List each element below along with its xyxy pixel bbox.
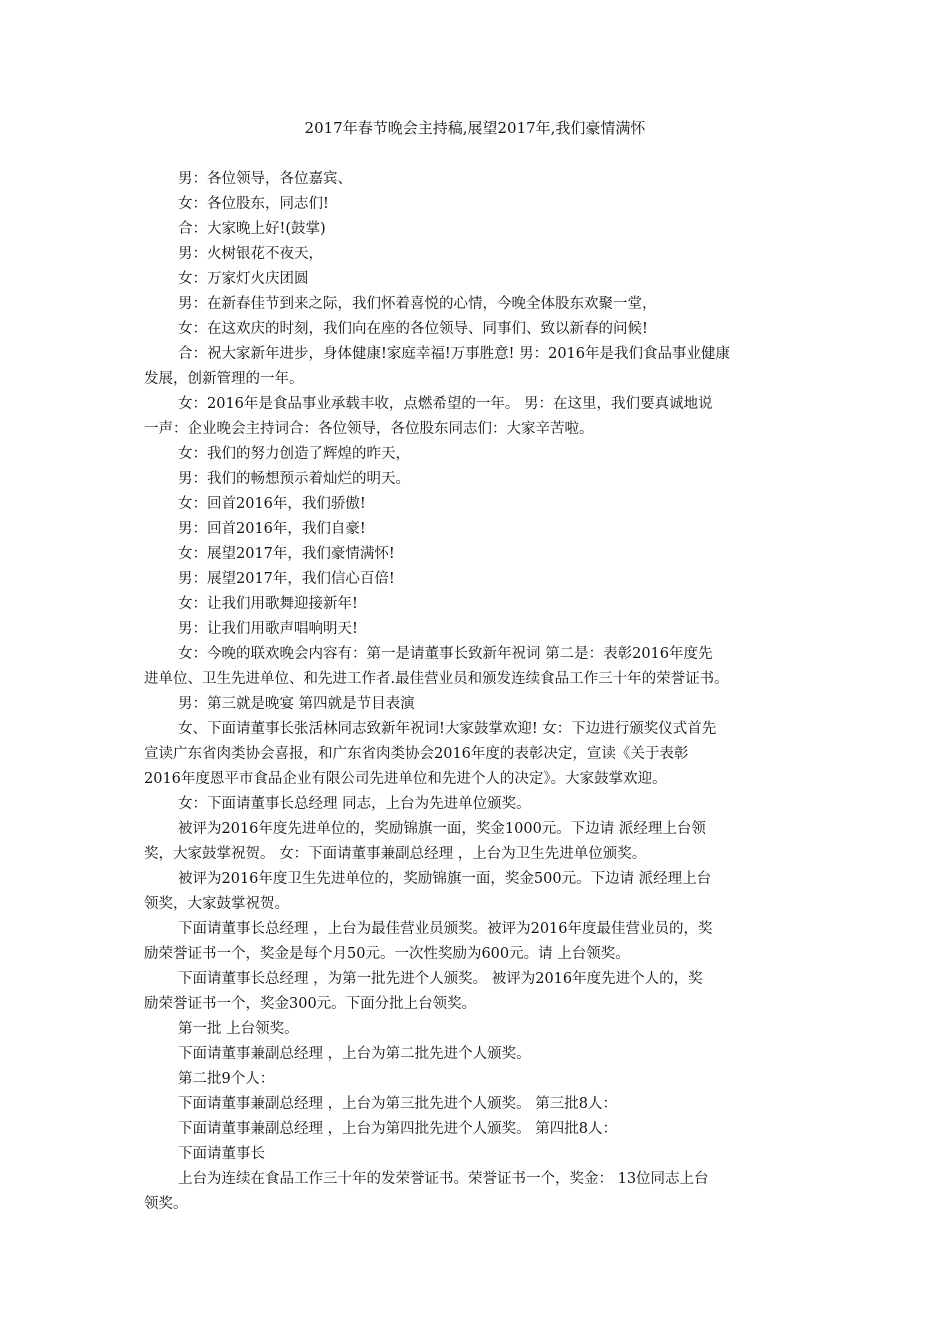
paragraph-line: 女：我们的努力创造了辉煌的昨天， [178, 446, 410, 462]
paragraph [144, 717, 814, 792]
paragraph [144, 1117, 814, 1142]
paragraph-line: 发展，创新管理的一年。 [144, 371, 304, 387]
paragraph [144, 1167, 814, 1217]
paragraph [144, 392, 814, 442]
paragraph-line: 励荣誉证书一个，奖金是每个月50元。一次性奖励为600元。请 上台领奖。 [144, 946, 630, 962]
paragraph [144, 1042, 814, 1067]
paragraph [144, 1092, 814, 1117]
paragraph-line: 女：展望2017年，我们豪情满怀! [178, 546, 395, 562]
paragraph [144, 217, 814, 242]
paragraph [144, 467, 814, 492]
paragraph-line: 男：火树银花不夜天， [178, 246, 323, 262]
paragraph [144, 1142, 814, 1167]
paragraph-line: 2016年度恩平市食品企业有限公司先进单位和先进个人的决定》。大家鼓掌欢迎。 [144, 771, 667, 787]
paragraph-line: 女：各位股东，同志们! [178, 196, 329, 212]
paragraph-line: 男：回首2016年，我们自豪! [178, 521, 366, 537]
paragraph-line: 女：下面请董事长总经理 同志，上台为先进单位颁奖。 [178, 796, 531, 812]
paragraph [144, 267, 814, 292]
paragraph [144, 192, 814, 217]
paragraph-line: 合：祝大家新年进步，身体健康!家庭幸福!万事胜意! 男：2016年是我们食品事业健康 [178, 346, 730, 362]
paragraph-line: 第一批 上台领奖。 [178, 1021, 299, 1037]
paragraph [144, 292, 814, 317]
paragraph-line: 领奖。 [144, 1196, 188, 1212]
document-body [144, 167, 814, 1217]
paragraph-line: 女：回首2016年，我们骄傲! [178, 496, 366, 512]
paragraph [144, 317, 814, 342]
paragraph-line: 男：第三就是晚宴 第四就是节目表演 [178, 696, 415, 712]
paragraph [144, 792, 814, 817]
paragraph-line: 女：让我们用歌舞迎接新年! [178, 596, 358, 612]
paragraph-line: 男：在新春佳节到来之际，我们怀着喜悦的心情，今晚全体股东欢聚一堂， [178, 296, 657, 312]
paragraph [144, 917, 814, 967]
paragraph [144, 1067, 814, 1092]
paragraph-line: 下面请董事长总经理 ，为第一批先进个人颁奖。 被评为2016年度先进个人的，奖 [178, 971, 703, 987]
paragraph [144, 342, 814, 392]
paragraph-line: 女、下面请董事长张活林同志致新年祝词!大家鼓掌欢迎! 女：下边进行颁奖仪式首先 [178, 721, 717, 737]
paragraph-line: 女：在这欢庆的时刻，我们向在座的各位领导、同事们、致以新春的问候! [178, 321, 648, 337]
paragraph-line: 下面请董事兼副总经理 ，上台为第二批先进个人颁奖。 [178, 1046, 531, 1062]
paragraph-line: 男：各位领导，各位嘉宾、 [178, 171, 352, 187]
paragraph [144, 692, 814, 717]
paragraph [144, 242, 814, 267]
paragraph-line: 被评为2016年度先进单位的，奖励锦旗一面，奖金1000元。下边请 派经理上台领 [178, 821, 706, 837]
paragraph [144, 517, 814, 542]
paragraph-line: 女：今晚的联欢晚会内容有：第一是请董事长致新年祝词 第二是：表彰2016年度先 [178, 646, 713, 662]
paragraph-line: 女：万家灯火庆团圆 [178, 271, 309, 287]
paragraph [144, 567, 814, 592]
paragraph [144, 442, 814, 467]
paragraph-line: 第二批9个人： [178, 1071, 275, 1087]
paragraph-line: 被评为2016年度卫生先进单位的，奖励锦旗一面，奖金500元。下边请 派经理上台 [178, 871, 712, 887]
paragraph-line: 进单位、卫生先进单位、和先进工作者.最佳营业员和颁发连续食品工作三十年的荣誉证书。 [144, 671, 729, 687]
paragraph-line: 宣读广东省肉类协会喜报，和广东省肉类协会2016年度的表彰决定，宣读《关于表彰 [144, 746, 689, 762]
paragraph [144, 967, 814, 1017]
paragraph-line: 下面请董事兼副总经理 ，上台为第四批先进个人颁奖。 第四批8人： [178, 1121, 617, 1137]
paragraph-line: 领奖，大家鼓掌祝贺。 [144, 896, 289, 912]
paragraph-line: 上台为连续在食品工作三十年的发荣誉证书。荣誉证书一个，奖金： 13位同志上台 [178, 1171, 709, 1187]
paragraph [144, 642, 814, 692]
paragraph [144, 817, 814, 867]
paragraph [144, 592, 814, 617]
paragraph-line: 合：大家晚上好!(鼓掌) [178, 221, 326, 237]
paragraph-line: 男：我们的畅想预示着灿烂的明天。 [178, 471, 410, 487]
paragraph-line: 励荣誉证书一个，奖金300元。下面分批上台领奖。 [144, 996, 477, 1012]
paragraph-line: 男：让我们用歌声唱响明天! [178, 621, 358, 637]
paragraph [144, 492, 814, 517]
document-title: 2017年春节晚会主持稿,展望2017年,我们豪情满怀 [304, 119, 646, 137]
paragraph-line: 下面请董事兼副总经理 ，上台为第三批先进个人颁奖。 第三批8人： [178, 1096, 617, 1112]
paragraph-line: 男：展望2017年，我们信心百倍! [178, 571, 395, 587]
paragraph-line: 一声：企业晚会主持词合：各位领导，各位股东同志们：大家辛苦啦。 [144, 421, 594, 437]
paragraph-line: 下面请董事长总经理 ，上台为最佳营业员颁奖。被评为2016年度最佳营业员的，奖 [178, 921, 713, 937]
paragraph-line: 奖，大家鼓掌祝贺。 女：下面请董事兼副总经理 ，上台为卫生先进单位颁奖。 [144, 846, 647, 862]
paragraph [144, 542, 814, 567]
paragraph-line: 女：2016年是食品事业承载丰收，点燃希望的一年。 男：在这里，我们要真诚地说 [178, 396, 713, 412]
paragraph-line: 下面请董事长 [178, 1146, 265, 1162]
paragraph [144, 1017, 814, 1042]
paragraph [144, 617, 814, 642]
paragraph [144, 867, 814, 917]
paragraph [144, 167, 814, 192]
